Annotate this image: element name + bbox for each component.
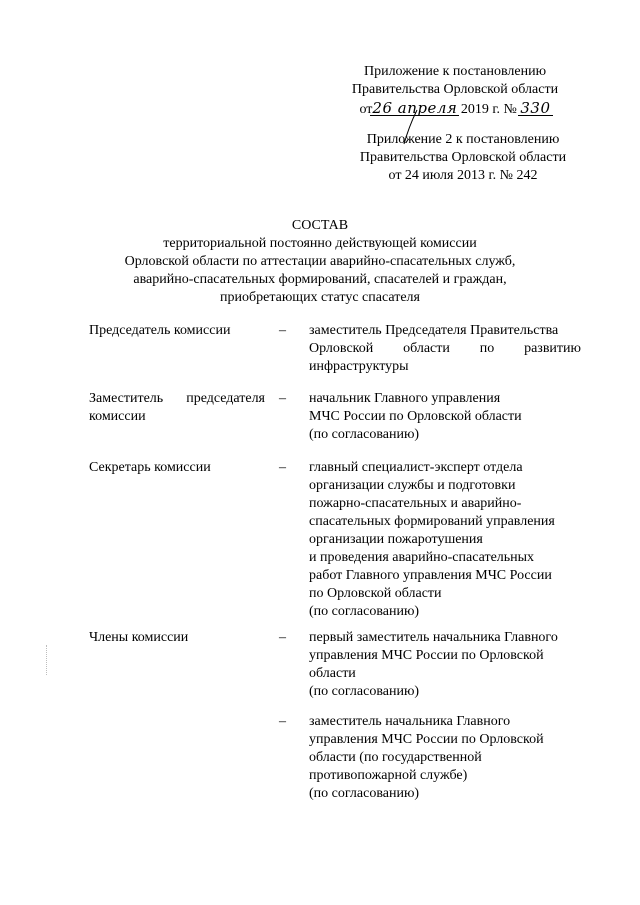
role-description bbox=[309, 322, 581, 376]
dash-separator: – bbox=[279, 714, 286, 729]
appendix-header-date bbox=[330, 99, 580, 119]
role-line: Заместитель председателя bbox=[89, 391, 265, 406]
desc-line: (по согласованию) bbox=[309, 604, 420, 619]
desc-line: (по согласованию) bbox=[309, 684, 420, 699]
desc-line: области bbox=[309, 666, 356, 681]
role-label bbox=[89, 459, 265, 477]
appendix2-header bbox=[343, 131, 583, 185]
role-line: Секретарь комиссии bbox=[89, 460, 211, 475]
handwritten-number: 330 bbox=[520, 99, 551, 117]
title-line4: приобретающих статус спасателя bbox=[220, 290, 420, 305]
desc-line: (по согласованию) bbox=[309, 786, 420, 801]
role-description bbox=[309, 390, 581, 444]
dash-separator: – bbox=[279, 630, 286, 645]
desc-line: области (по государственной bbox=[309, 750, 482, 765]
role-line: комиссии bbox=[89, 409, 146, 424]
handwritten-date: 26 апреля bbox=[372, 99, 458, 117]
desc-line: начальник Главного управления bbox=[309, 391, 501, 406]
dash-separator: – bbox=[279, 460, 286, 475]
role-line: Председатель комиссии bbox=[89, 323, 231, 338]
desc-line: управления МЧС России по Орловской bbox=[309, 732, 544, 747]
desc-line: главный специалист-эксперт отдела bbox=[309, 460, 523, 475]
scan-artifact bbox=[46, 645, 55, 675]
appendix-header-line1: Приложение к постановлению bbox=[363, 64, 547, 79]
desc-line: первый заместитель начальника Главного bbox=[309, 630, 558, 645]
desc-line: противопожарной службе) bbox=[309, 768, 468, 783]
desc-line: управления МЧС России по Орловской bbox=[309, 648, 544, 663]
appendix-header bbox=[330, 63, 580, 119]
title-main: СОСТАВ bbox=[291, 218, 349, 233]
appendix-header-line2: Правительства Орловской области bbox=[351, 82, 559, 97]
desc-line: по Орловской области bbox=[309, 586, 442, 601]
appendix2-header-line1: Приложение 2 к постановлению bbox=[366, 132, 560, 147]
desc-line: организации службы и подготовки bbox=[309, 478, 516, 493]
document-title bbox=[60, 217, 580, 307]
role-label bbox=[89, 322, 265, 340]
desc-line: работ Главного управления МЧС России bbox=[309, 568, 552, 583]
desc-line: спасательных формирований управления bbox=[309, 514, 555, 529]
role-label bbox=[89, 629, 265, 647]
role-description bbox=[309, 629, 581, 701]
desc-line: организации пожаротушения bbox=[309, 532, 483, 547]
title-line3: аварийно-спасательных формирований, спасателей и граждан, bbox=[133, 272, 507, 287]
title-line2: Орловской области по аттестации аварийно-спасательных служб, bbox=[124, 254, 516, 269]
role-label bbox=[89, 390, 265, 426]
role-description bbox=[309, 459, 581, 621]
desc-line: инфраструктуры bbox=[309, 359, 409, 374]
role-line: Члены комиссии bbox=[89, 630, 189, 645]
dash-separator: – bbox=[279, 323, 286, 338]
desc-line: (по согласованию) bbox=[309, 427, 420, 442]
appendix2-header-line2: Правительства Орловской области bbox=[359, 150, 567, 165]
desc-line: заместитель Председателя Правительства bbox=[309, 323, 559, 338]
title-line1: территориальной постоянно действующей комиссии bbox=[163, 236, 477, 251]
desc-line: Орловской области по развитию bbox=[309, 341, 581, 356]
date-year: 2019 г. № bbox=[460, 102, 517, 117]
desc-line: заместитель начальника Главного bbox=[309, 714, 511, 729]
appendix2-header-line3: от 24 июля 2013 г. № 242 bbox=[388, 168, 538, 183]
desc-line: пожарно-спасательных и аварийно- bbox=[309, 496, 522, 511]
desc-line: и проведения аварийно-спасательных bbox=[309, 550, 535, 565]
desc-line: МЧС России по Орловской области bbox=[309, 409, 522, 424]
dash-separator: – bbox=[279, 391, 286, 406]
date-prefix: от bbox=[359, 102, 373, 117]
role-description bbox=[309, 713, 581, 803]
